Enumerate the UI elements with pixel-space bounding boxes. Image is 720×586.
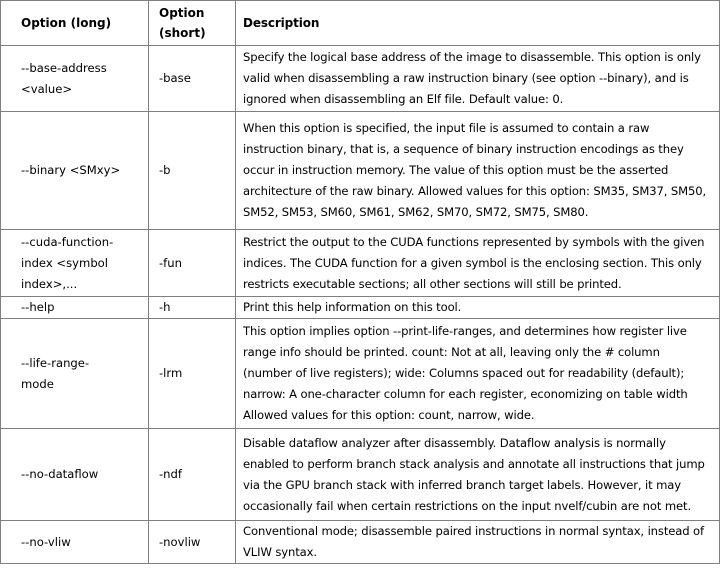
option-long-text: --no-dataflow <box>21 467 99 481</box>
header-option-short-line1: Option <box>159 6 205 20</box>
table-row <box>1 319 720 429</box>
option-long-text: mode <box>21 376 54 391</box>
description-line: narrow: A one-character column for each register, economizing on table width <box>243 387 688 401</box>
option-description-cell <box>236 112 720 230</box>
option-long-cell <box>1 297 149 319</box>
header-option-long: Option (long) <box>1 1 149 46</box>
option-description-cell <box>236 429 720 521</box>
option-long-cell <box>1 46 149 112</box>
description-line: architecture of the raw binary. Allowed values for this option: SM35, SM37, SM50, <box>243 184 707 198</box>
option-short-cell: -novliw <box>149 521 236 564</box>
description-line: via the GPU branch stack with inferred branch target labels. However, it may <box>243 477 682 492</box>
description-line: Allowed values for this option: count, narrow, wide. <box>243 408 535 422</box>
description-line: When this option is specified, the input file is assumed to contain a raw <box>243 121 650 135</box>
option-short-cell: -base <box>149 46 236 112</box>
table-row <box>1 297 720 319</box>
description-line: valid when disassembling a raw instruction binary (see option --binary), and is <box>243 71 689 85</box>
option-short-cell: -lrm <box>149 319 236 429</box>
description-line: SM52, SM53, SM60, SM61, SM62, SM70, SM72, SM75, SM80. <box>243 205 589 219</box>
option-long-cell <box>1 112 149 230</box>
option-long-cell <box>1 429 149 521</box>
option-long-cell <box>1 319 149 429</box>
description-line: indices. The CUDA function for a given symbol is the enclosing section. This only <box>243 255 702 270</box>
description-line: range info should be printed. count: Not at all, leaving only the # column <box>243 345 660 359</box>
option-short-cell: -fun <box>149 230 236 297</box>
option-description-cell <box>236 46 720 112</box>
header-option-short <box>149 1 236 46</box>
option-description-cell <box>236 297 720 319</box>
description-line: occur in instruction memory. The value of this option must be the asserted <box>243 163 669 177</box>
option-long-text: --binary <SMxy> <box>21 163 121 177</box>
table-row <box>1 521 720 564</box>
description-line: occasionally fail when certain restrictions on the input nvelf/cubin are not met. <box>243 498 692 513</box>
option-long-text: <value> <box>21 81 73 96</box>
description-line: Specify the logical base address of the image to disassemble. This option is only <box>243 50 701 64</box>
description-line: Restrict the output to the CUDA functions represented by symbols with the given <box>243 234 705 249</box>
option-short-cell: -b <box>149 112 236 230</box>
header-option-short-line2: (short) <box>159 26 206 40</box>
option-long-cell <box>1 230 149 297</box>
table-row <box>1 46 720 112</box>
option-description-cell <box>236 230 720 297</box>
option-long-cell <box>1 521 149 564</box>
option-long-text: index <symbol <box>21 255 108 270</box>
table-row <box>1 230 720 297</box>
description-line: VLIW syntax. <box>243 545 317 559</box>
table-header-row <box>1 1 720 46</box>
description-line: ignored when disassembling an Elf file. Default value: 0. <box>243 92 564 106</box>
option-long-text: --help <box>21 300 55 314</box>
option-long-text: index>,... <box>21 276 78 291</box>
description-line: instruction binary, that is, a sequence of binary instruction encodings as they <box>243 142 684 156</box>
description-line: (number of live registers); wide: Columns spaced out for readability (default); <box>243 366 685 380</box>
description-line: This option implies option --print-life-ranges, and determines how register live <box>243 324 687 338</box>
table-row <box>1 112 720 230</box>
option-short-cell: -ndf <box>149 429 236 521</box>
option-long-text: --no-vliw <box>21 534 71 549</box>
description-line: Conventional mode; disassemble paired instructions in normal syntax, instead of <box>243 524 704 538</box>
option-description-cell <box>236 319 720 429</box>
table-row <box>1 429 720 521</box>
option-short-cell: -h <box>149 297 236 319</box>
option-long-text: --life-range- <box>21 355 90 370</box>
description-line: Disable dataflow analyzer after disassembly. Dataflow analysis is normally <box>243 435 666 450</box>
option-long-text: --base-address <box>21 60 107 75</box>
description-line: Print this help information on this tool. <box>243 300 462 314</box>
description-line: restricts executable sections; all other sections will still be printed. <box>243 276 622 291</box>
option-description-cell <box>236 521 720 564</box>
table-body <box>1 46 720 564</box>
header-description: Description <box>236 1 720 46</box>
option-long-text: --cuda-function- <box>21 234 114 249</box>
description-line: enabled to perform branch stack analysis and annotate all instructions that jump <box>243 456 705 471</box>
